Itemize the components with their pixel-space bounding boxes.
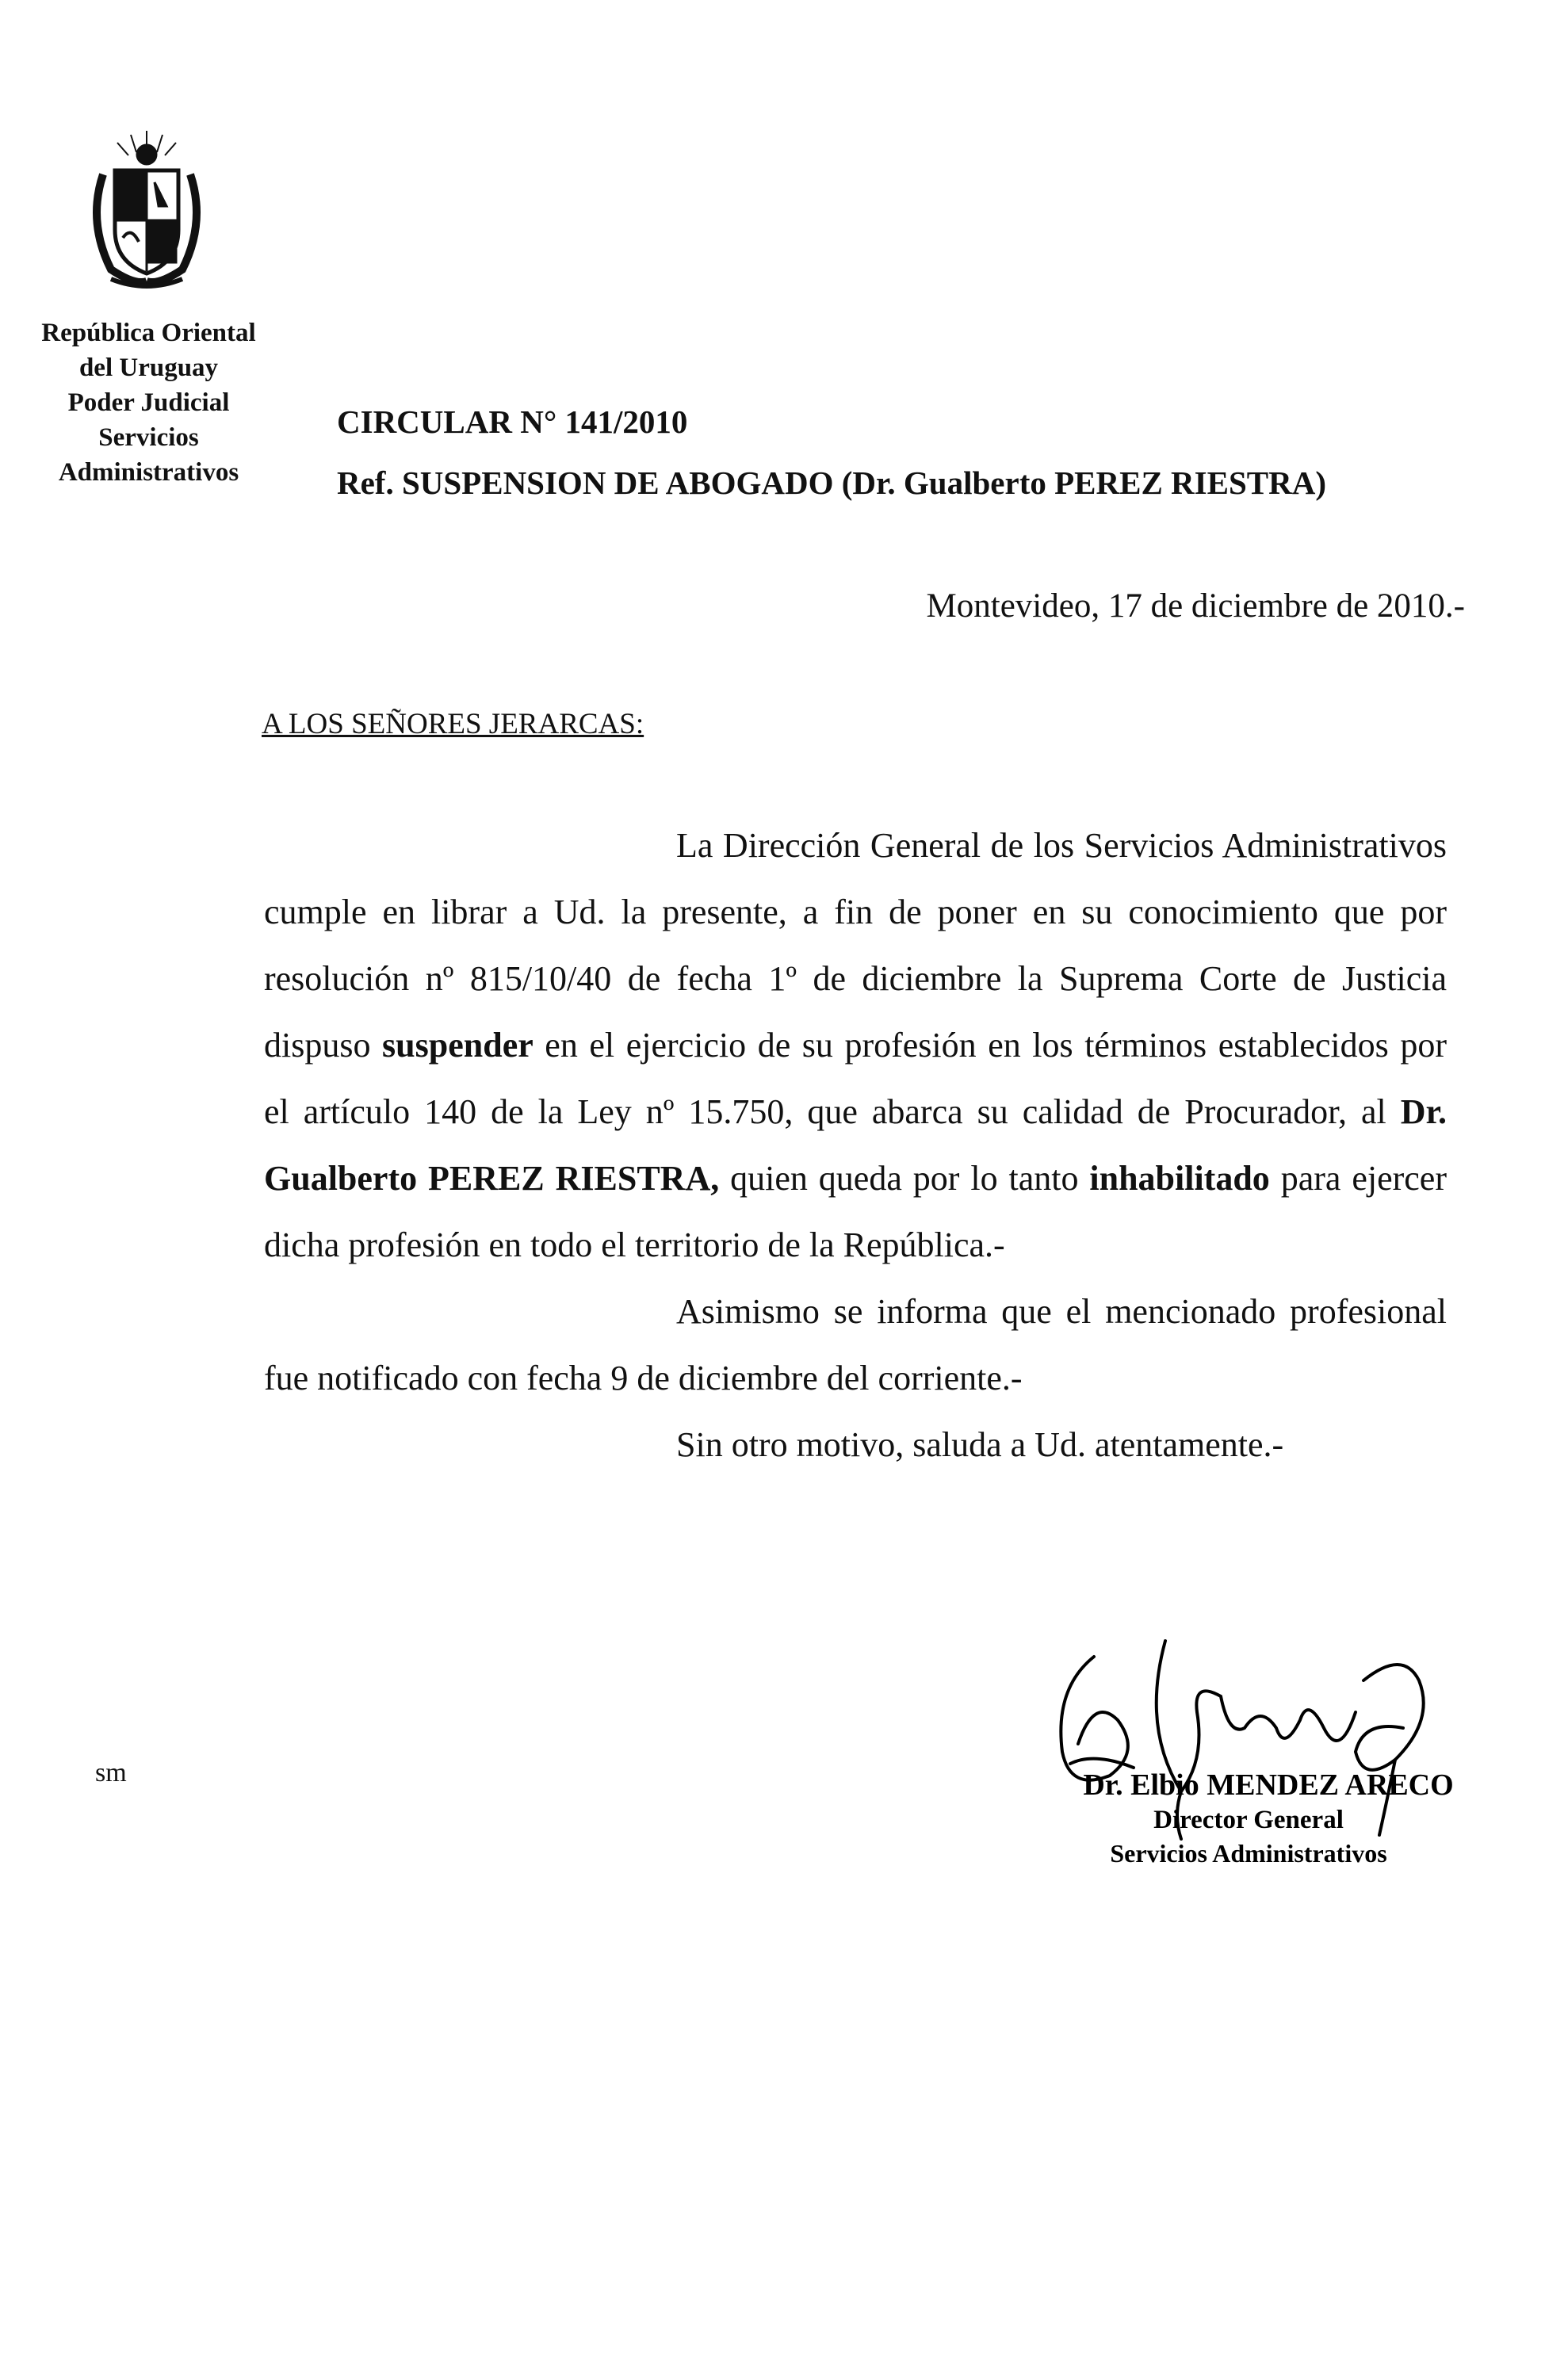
body-text: quien queda por lo tanto xyxy=(719,1159,1090,1198)
header-line-3: Poder Judicial xyxy=(67,388,230,417)
addressee: A LOS SEÑORES JERARCAS: xyxy=(262,708,644,740)
body-paragraph-3: Sin otro motivo, saluda a Ud. atentamente.- xyxy=(676,1425,1284,1464)
coat-of-arms-icon xyxy=(79,127,214,293)
circular-number: CIRCULAR N° 141/2010 xyxy=(337,403,688,440)
signatory-name: Dr. Elbio MENDEZ ARECO xyxy=(1083,1768,1454,1802)
bold-lawyer-name: Dr. Gualberto PEREZ RIESTRA, xyxy=(264,1092,1447,1198)
letter-body xyxy=(264,812,1447,1478)
circular-reference: Ref. SUSPENSION DE ABOGADO (Dr. Gualberto PEREZ RIESTRA) xyxy=(337,465,1326,501)
bold-disqualified: inhabilitado xyxy=(1089,1159,1270,1198)
body-text: para ejercer dicha profesión en todo el territorio de la República.- xyxy=(264,1159,1447,1264)
typist-initials: sm xyxy=(95,1758,127,1787)
bold-suspend: suspender xyxy=(382,1026,534,1065)
letter-date: Montevideo, 17 de diciembre de 2010.- xyxy=(926,587,1465,625)
body-text: La Dirección General de los Servicios Administrativos cumple en librar a Ud. la presente, a fin de poner en su conocimiento que por resolución nº 815/10/40 de fecha 1º de diciembre la Suprema Corte de Justicia dispuso xyxy=(264,826,1447,1065)
signatory-title: Director General xyxy=(1153,1806,1344,1834)
signatory-department: Servicios Administrativos xyxy=(1110,1839,1387,1868)
header-line-2: del Uruguay xyxy=(78,354,219,382)
body-paragraph-2: Asimismo se informa que el mencionado profesional fue notificado con fecha 9 de diciembre del corriente.- xyxy=(264,1292,1447,1397)
body-paragraph-1 xyxy=(264,812,1447,1279)
header-line-1: República Oriental xyxy=(41,319,256,347)
header-line-4: Servicios xyxy=(98,423,199,452)
body-text: en el ejercicio de su profesión en los términos establecidos por el artículo 140 de la Ley nº 15.750, que abarca su calidad de Procurador, al xyxy=(264,1026,1447,1131)
header-line-5: Administrativos xyxy=(58,458,239,487)
